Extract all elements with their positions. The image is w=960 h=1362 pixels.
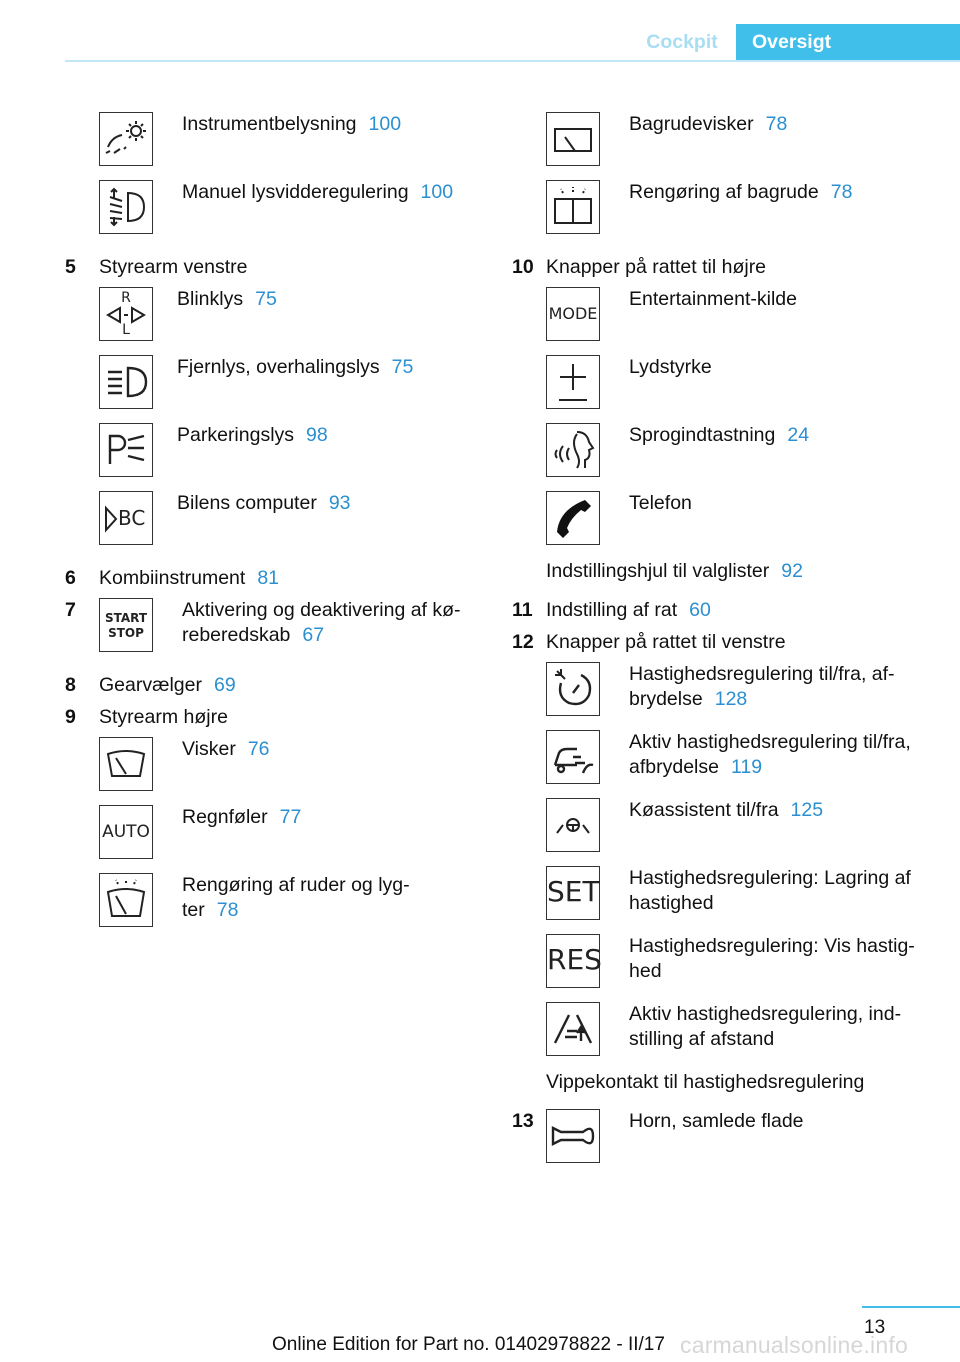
section-number: 7 xyxy=(65,599,76,621)
section-number: 11 xyxy=(512,599,533,621)
instrument-lighting-icon xyxy=(99,112,153,166)
page-ref[interactable]: 24 xyxy=(787,424,810,446)
page-ref[interactable]: 78 xyxy=(765,113,788,135)
start-stop-icon: START STOP xyxy=(99,598,153,652)
item-cruise-control-line1: Hastighedsregulering til/fra, af- xyxy=(629,663,895,685)
headlight-range-icon xyxy=(99,180,153,234)
page-ref[interactable]: 78 xyxy=(830,181,853,203)
item-traffic-jam-assistant: Køassistent til/fra 125 xyxy=(629,799,824,821)
item-instrument-cluster: Kombiinstrument 81 xyxy=(99,567,280,589)
high-beam-icon xyxy=(99,355,153,409)
footer-divider xyxy=(862,1306,960,1308)
watermark: carmanualsonline.info xyxy=(680,1332,908,1358)
item-rain-sensor: Regnføler 77 xyxy=(182,806,302,828)
page-ref[interactable]: 69 xyxy=(213,674,236,696)
section-title: Knapper på rattet til venstre xyxy=(546,631,786,653)
section-number: 12 xyxy=(512,631,534,653)
item-volume: Lydstyrke xyxy=(629,356,712,378)
item-resume-speed-line1: Hastighedsregulering: Vis hastig- xyxy=(629,935,915,957)
phone-icon xyxy=(546,491,600,545)
board-computer-icon: BC xyxy=(99,491,153,545)
item-entertainment-source: Entertainment-kilde xyxy=(629,288,797,310)
section-number: 10 xyxy=(512,256,534,278)
item-active-cruise-line1: Aktiv hastighedsregulering til/fra, xyxy=(629,731,911,753)
footer-edition: Online Edition for Part no. 01402978822 - II/17 xyxy=(272,1334,665,1355)
rain-sensor-icon: AUTO xyxy=(99,805,153,859)
item-set-speed-line1: Hastighedsregulering: Lagring af xyxy=(629,867,911,889)
item-washer-line1: Rengøring af ruder og lyg- xyxy=(182,874,410,896)
item-distance-line1: Aktiv hastighedsregulering, ind- xyxy=(629,1003,902,1025)
section-number: 5 xyxy=(65,256,76,278)
item-board-computer: Bilens computer 93 xyxy=(177,492,351,514)
volume-icon xyxy=(546,355,600,409)
item-washer-line2: ter 78 xyxy=(182,899,239,921)
page-ref[interactable]: 77 xyxy=(279,806,302,828)
page-ref[interactable]: 76 xyxy=(247,738,270,760)
item-steering-adjust: Indstilling af rat 60 xyxy=(546,599,711,621)
item-resume-speed-line2: hed xyxy=(629,960,662,982)
voice-input-icon xyxy=(546,423,600,477)
section-number: 9 xyxy=(65,706,76,728)
item-parking-light: Parkeringslys 98 xyxy=(177,424,328,446)
washer-icon xyxy=(99,873,153,927)
section-number: 13 xyxy=(512,1110,534,1132)
page-ref[interactable]: 60 xyxy=(689,599,711,621)
item-active-cruise-line2: afbrydelse 119 xyxy=(629,756,763,778)
tab-cockpit[interactable]: Cockpit xyxy=(646,31,718,53)
wiper-icon xyxy=(99,737,153,791)
tab-oversigt[interactable]: Oversigt xyxy=(736,24,960,61)
page-ref[interactable]: 81 xyxy=(257,567,280,589)
item-voice-input: Sprogindtastning 24 xyxy=(629,424,810,446)
item-rear-washer: Rengøring af bagrude 78 xyxy=(629,181,853,203)
page-ref[interactable]: 75 xyxy=(391,356,414,378)
page-ref[interactable]: 75 xyxy=(255,288,277,310)
item-instrument-lighting: Instrumentbelysning 100 xyxy=(182,113,402,135)
page-ref[interactable]: 125 xyxy=(790,799,824,821)
item-phone: Telefon xyxy=(629,492,692,514)
turn-signal-icon: R L xyxy=(99,287,153,341)
horn-icon xyxy=(546,1109,600,1163)
traffic-jam-assistant-icon xyxy=(546,798,600,852)
item-high-beam: Fjernlys, overhalingslys 75 xyxy=(177,356,414,378)
item-headlight-range: Manuel lysvidderegulering 100 xyxy=(182,181,454,203)
item-start-stop-line2: reberedskab 67 xyxy=(182,624,325,646)
item-rear-wiper: Bagrudevisker 78 xyxy=(629,113,788,135)
page-ref[interactable]: 78 xyxy=(216,899,239,921)
item-rocker-switch: Vippekontakt til hastighedsregulering xyxy=(546,1071,865,1093)
page-ref[interactable]: 92 xyxy=(781,560,803,582)
section-title: Styrearm venstre xyxy=(99,256,248,278)
res-button-icon: RES xyxy=(546,934,600,988)
parking-light-icon xyxy=(99,423,153,477)
item-distance-line2: stilling af afstand xyxy=(629,1028,775,1050)
item-cruise-control-line2: brydelse 128 xyxy=(629,688,748,710)
rear-washer-icon xyxy=(546,180,600,234)
item-start-stop-line1: Aktivering og deaktivering af kø- xyxy=(182,599,461,621)
active-cruise-icon xyxy=(546,730,600,784)
cruise-control-icon xyxy=(546,662,600,716)
item-gear-selector: Gearvælger 69 xyxy=(99,674,236,696)
section-title: Styrearm højre xyxy=(99,706,228,728)
item-wiper: Visker 76 xyxy=(182,738,270,760)
section-number: 8 xyxy=(65,674,76,696)
distance-setting-icon xyxy=(546,1002,600,1056)
mode-button-icon: MODE xyxy=(546,287,600,341)
section-number: 6 xyxy=(65,567,76,589)
page-ref[interactable]: 67 xyxy=(302,624,325,646)
page-ref[interactable]: 93 xyxy=(328,492,351,514)
item-turn-signal: Blinklys 75 xyxy=(177,288,277,310)
page-ref[interactable]: 100 xyxy=(368,113,402,135)
rear-wiper-icon xyxy=(546,112,600,166)
item-thumbwheel: Indstillingshjul til valglister 92 xyxy=(546,560,803,582)
page-ref[interactable]: 100 xyxy=(420,181,454,203)
page-ref[interactable]: 119 xyxy=(730,756,763,778)
page-ref[interactable]: 128 xyxy=(714,688,748,710)
page-ref[interactable]: 98 xyxy=(306,424,328,446)
item-set-speed-line2: hastighed xyxy=(629,892,714,914)
header-divider xyxy=(65,60,960,62)
section-title: Knapper på rattet til højre xyxy=(546,256,767,278)
page-number: 13 xyxy=(864,1317,886,1338)
item-horn: Horn, samlede flade xyxy=(629,1110,804,1132)
set-button-icon: SET xyxy=(546,866,600,920)
